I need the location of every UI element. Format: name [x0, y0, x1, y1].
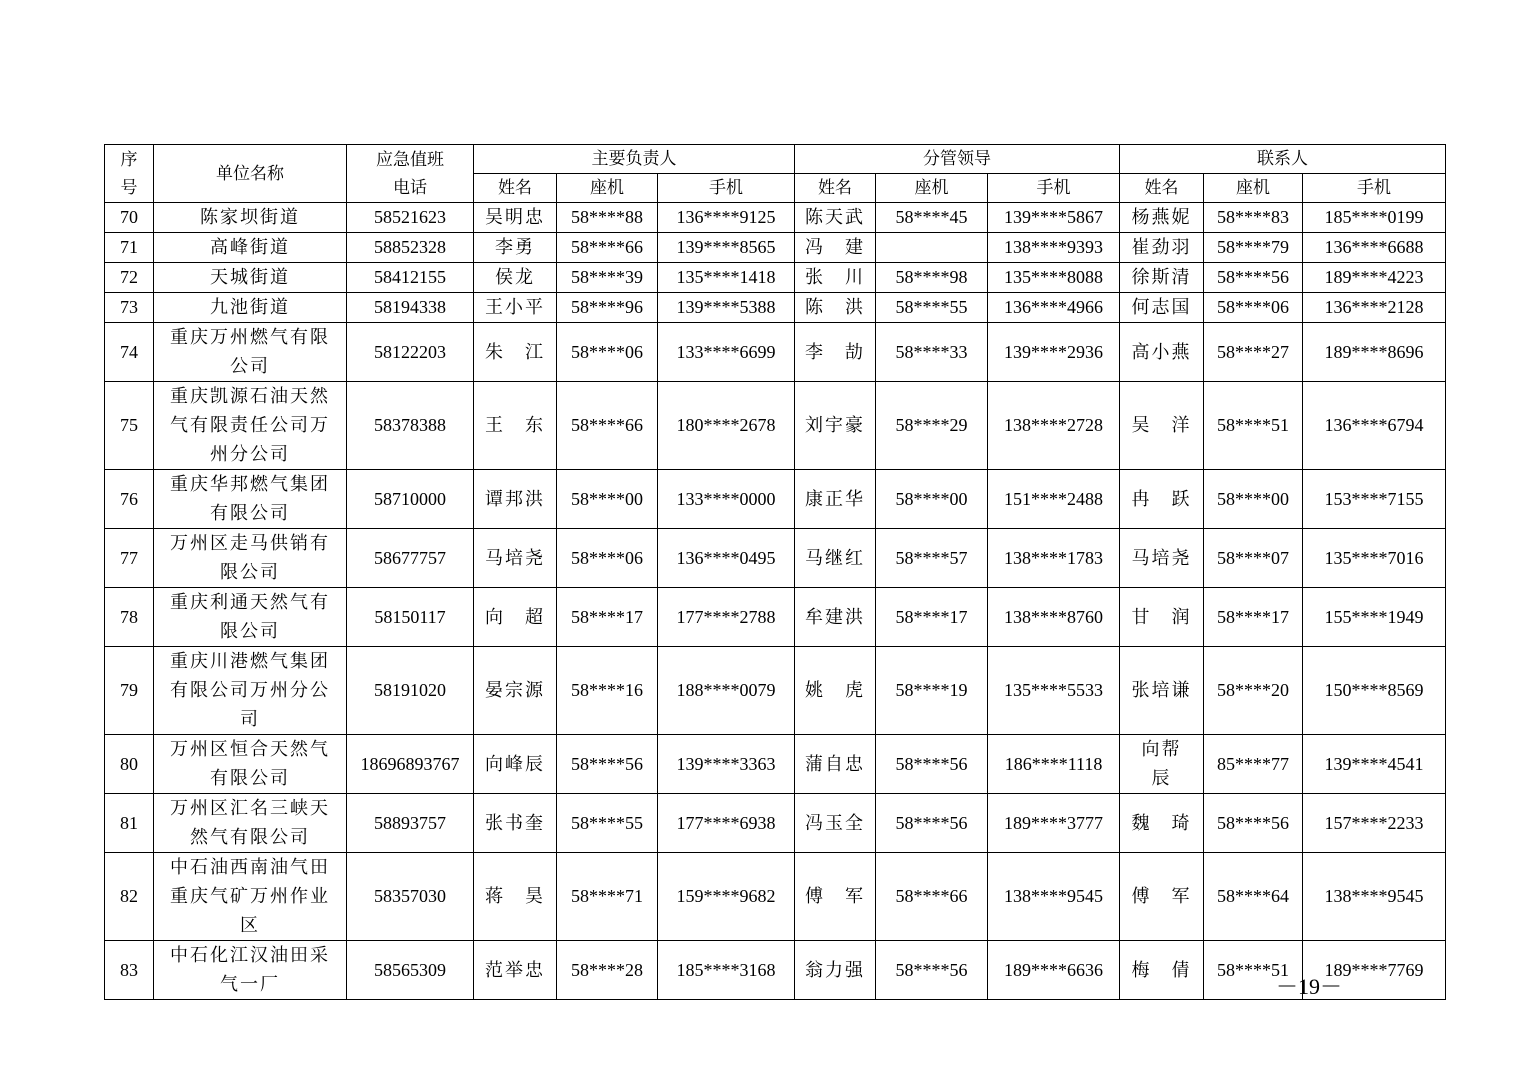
unit-cell: 万州区汇名三峡天然气有限公司 [154, 794, 347, 853]
contact-mobile-cell: 136****6688 [1303, 233, 1446, 263]
duty-phone-cell: 58893757 [347, 794, 474, 853]
contact-name-cell: 徐斯清 [1120, 263, 1204, 293]
seq-cell: 83 [105, 941, 154, 1000]
main-landline-cell: 58****55 [557, 794, 658, 853]
leader-mobile-header: 手机 [988, 174, 1120, 203]
contact-mobile-header: 手机 [1303, 174, 1446, 203]
contact-name-cell: 吴 洋 [1120, 382, 1204, 470]
seq-cell: 81 [105, 794, 154, 853]
seq-cell: 71 [105, 233, 154, 263]
contact-mobile-cell: 189****7769 [1303, 941, 1446, 1000]
main-landline-cell: 58****28 [557, 941, 658, 1000]
main-landline-cell: 58****56 [557, 735, 658, 794]
main-mobile-cell: 135****1418 [658, 263, 795, 293]
leader-landline-cell: 58****56 [876, 794, 988, 853]
table-row [105, 647, 1446, 735]
duty-phone-cell: 18696893767 [347, 735, 474, 794]
main-landline-cell: 58****06 [557, 323, 658, 382]
contact-name-cell: 张培谦 [1120, 647, 1204, 735]
main-name-cell: 蒋 昊 [474, 853, 557, 941]
contact-mobile-cell: 157****2233 [1303, 794, 1446, 853]
duty-phone-cell: 58412155 [347, 263, 474, 293]
contact-mobile-cell: 138****9545 [1303, 853, 1446, 941]
seq-cell: 77 [105, 529, 154, 588]
contact-name-cell: 梅 倩 [1120, 941, 1204, 1000]
main-name-cell: 范举忠 [474, 941, 557, 1000]
leader-name-cell: 陈 洪 [795, 293, 876, 323]
contact-mobile-cell: 155****1949 [1303, 588, 1446, 647]
contact-mobile-cell: 135****7016 [1303, 529, 1446, 588]
leader-mobile-cell: 135****8088 [988, 263, 1120, 293]
main-name-cell: 侯龙 [474, 263, 557, 293]
main-mobile-cell: 133****0000 [658, 470, 795, 529]
leader-name-cell: 冯玉全 [795, 794, 876, 853]
main-name-cell: 晏宗源 [474, 647, 557, 735]
duty-phone-cell: 58677757 [347, 529, 474, 588]
table-row [105, 853, 1446, 941]
seq-cell: 73 [105, 293, 154, 323]
contact-name-cell: 甘 润 [1120, 588, 1204, 647]
main-landline-cell: 58****39 [557, 263, 658, 293]
seq-cell: 70 [105, 203, 154, 233]
contact-name-cell: 崔劲羽 [1120, 233, 1204, 263]
contact-mobile-cell: 136****2128 [1303, 293, 1446, 323]
main-name-cell: 马培尧 [474, 529, 557, 588]
leader-landline-cell: 58****55 [876, 293, 988, 323]
contact-mobile-cell: 136****6794 [1303, 382, 1446, 470]
leader-name-cell: 翁力强 [795, 941, 876, 1000]
main-landline-header: 座机 [557, 174, 658, 203]
contact-mobile-cell: 189****4223 [1303, 263, 1446, 293]
seq-cell: 79 [105, 647, 154, 735]
table-body [105, 203, 1446, 1000]
main-mobile-cell: 177****2788 [658, 588, 795, 647]
unit-cell: 重庆凯源石油天然气有限责任公司万州分公司 [154, 382, 347, 470]
leader-landline-cell: 58****57 [876, 529, 988, 588]
leader-mobile-cell: 186****1118 [988, 735, 1120, 794]
contact-mobile-cell: 139****4541 [1303, 735, 1446, 794]
main-name-cell: 谭邦洪 [474, 470, 557, 529]
duty-phone-cell: 58521623 [347, 203, 474, 233]
unit-header: 单位名称 [154, 145, 347, 203]
main-mobile-cell: 139****8565 [658, 233, 795, 263]
duty-phone-cell: 58191020 [347, 647, 474, 735]
contact-landline-cell: 58****00 [1204, 470, 1303, 529]
contact-landline-cell: 58****27 [1204, 323, 1303, 382]
leader-landline-cell: 58****29 [876, 382, 988, 470]
main-landline-cell: 58****66 [557, 382, 658, 470]
contact-landline-header: 座机 [1204, 174, 1303, 203]
unit-cell: 陈家坝街道 [154, 203, 347, 233]
main-name-cell: 向 超 [474, 588, 557, 647]
duty-phone-cell: 58710000 [347, 470, 474, 529]
main-mobile-cell: 159****9682 [658, 853, 795, 941]
main-mobile-cell: 136****9125 [658, 203, 795, 233]
contact-landline-cell: 58****83 [1204, 203, 1303, 233]
table-row [105, 293, 1446, 323]
contact-landline-cell: 58****79 [1204, 233, 1303, 263]
unit-cell: 中石化江汉油田采气一厂 [154, 941, 347, 1000]
unit-cell: 重庆万州燃气有限公司 [154, 323, 347, 382]
leader-landline-cell: 58****17 [876, 588, 988, 647]
leader-name-cell: 蒲自忠 [795, 735, 876, 794]
seq-cell: 78 [105, 588, 154, 647]
contact-mobile-cell: 150****8569 [1303, 647, 1446, 735]
unit-cell: 天城街道 [154, 263, 347, 293]
main-mobile-cell: 139****5388 [658, 293, 795, 323]
main-landline-cell: 58****06 [557, 529, 658, 588]
seq-cell: 82 [105, 853, 154, 941]
main-name-cell: 王 东 [474, 382, 557, 470]
leader-name-cell: 姚 虎 [795, 647, 876, 735]
contact-name-cell: 向帮辰 [1120, 735, 1204, 794]
contact-landline-cell: 58****07 [1204, 529, 1303, 588]
contact-name-header: 姓名 [1120, 174, 1204, 203]
main-name-cell: 向峰辰 [474, 735, 557, 794]
duty-phone-cell: 58357030 [347, 853, 474, 941]
main-mobile-cell: 188****0079 [658, 647, 795, 735]
contact-mobile-cell: 185****0199 [1303, 203, 1446, 233]
seq-cell: 75 [105, 382, 154, 470]
table-header [105, 145, 1446, 203]
main-name-cell: 张书奎 [474, 794, 557, 853]
leader-name-cell: 牟建洪 [795, 588, 876, 647]
main-mobile-cell: 133****6699 [658, 323, 795, 382]
duty-phone-cell: 58122203 [347, 323, 474, 382]
leader-landline-cell: 58****98 [876, 263, 988, 293]
unit-cell: 重庆利通天然气有限公司 [154, 588, 347, 647]
main-landline-cell: 58****88 [557, 203, 658, 233]
unit-cell: 中石油西南油气田重庆气矿万州作业区 [154, 853, 347, 941]
leader-mobile-cell: 135****5533 [988, 647, 1120, 735]
contact-name-cell: 马培尧 [1120, 529, 1204, 588]
table-row [105, 735, 1446, 794]
unit-cell: 万州区走马供销有限公司 [154, 529, 347, 588]
leader-header: 分管领导 [795, 145, 1120, 174]
leader-landline-cell [876, 233, 988, 263]
leader-mobile-cell: 136****4966 [988, 293, 1120, 323]
table-row [105, 203, 1446, 233]
table-row [105, 529, 1446, 588]
contact-name-cell: 冉 跃 [1120, 470, 1204, 529]
leader-landline-cell: 58****33 [876, 323, 988, 382]
contact-landline-cell: 58****06 [1204, 293, 1303, 323]
main-mobile-cell: 180****2678 [658, 382, 795, 470]
leader-landline-header: 座机 [876, 174, 988, 203]
leader-name-cell: 陈天武 [795, 203, 876, 233]
duty-phone-cell: 58852328 [347, 233, 474, 263]
duty-phone-cell: 58378388 [347, 382, 474, 470]
contact-mobile-cell: 189****8696 [1303, 323, 1446, 382]
table-row [105, 470, 1446, 529]
leader-name-cell: 冯 建 [795, 233, 876, 263]
contact-name-cell: 高小燕 [1120, 323, 1204, 382]
leader-mobile-cell: 189****6636 [988, 941, 1120, 1000]
main-landline-cell: 58****17 [557, 588, 658, 647]
contact-landline-cell: 58****51 [1204, 941, 1303, 1000]
main-landline-cell: 58****16 [557, 647, 658, 735]
seq-header: 序 号 [105, 145, 154, 203]
page-number: －19－ [1276, 974, 1343, 999]
table-row [105, 382, 1446, 470]
contact-name-cell: 何志国 [1120, 293, 1204, 323]
leader-mobile-cell: 139****5867 [988, 203, 1120, 233]
main-mobile-cell: 139****3363 [658, 735, 795, 794]
contact-landline-cell: 85****77 [1204, 735, 1303, 794]
leader-landline-cell: 58****19 [876, 647, 988, 735]
main-name-cell: 李勇 [474, 233, 557, 263]
leader-name-cell: 马继红 [795, 529, 876, 588]
unit-cell: 九池街道 [154, 293, 347, 323]
seq-cell: 72 [105, 263, 154, 293]
unit-cell: 万州区恒合天然气有限公司 [154, 735, 347, 794]
contact-name-cell: 杨燕妮 [1120, 203, 1204, 233]
table-row [105, 588, 1446, 647]
leader-mobile-cell: 138****9545 [988, 853, 1120, 941]
contact-landline-cell: 58****20 [1204, 647, 1303, 735]
leader-mobile-cell: 138****8760 [988, 588, 1120, 647]
leader-mobile-cell: 151****2488 [988, 470, 1120, 529]
contact-name-cell: 傅 军 [1120, 853, 1204, 941]
unit-cell: 重庆川港燃气集团有限公司万州分公司 [154, 647, 347, 735]
table-row [105, 263, 1446, 293]
contact-header: 联系人 [1120, 145, 1446, 174]
table-row [105, 794, 1446, 853]
main-landline-cell: 58****66 [557, 233, 658, 263]
seq-cell: 74 [105, 323, 154, 382]
contact-landline-cell: 58****17 [1204, 588, 1303, 647]
unit-cell: 重庆华邦燃气集团有限公司 [154, 470, 347, 529]
leader-name-cell: 张 川 [795, 263, 876, 293]
main-name-cell: 朱 江 [474, 323, 557, 382]
leader-name-cell: 刘宇豪 [795, 382, 876, 470]
contact-table [104, 144, 1446, 1000]
main-mobile-header: 手机 [658, 174, 795, 203]
contact-name-cell: 魏 琦 [1120, 794, 1204, 853]
leader-name-cell: 李 劼 [795, 323, 876, 382]
main-landline-cell: 58****96 [557, 293, 658, 323]
main-mobile-cell: 136****0495 [658, 529, 795, 588]
contact-mobile-cell: 153****7155 [1303, 470, 1446, 529]
main-landline-cell: 58****00 [557, 470, 658, 529]
duty-phone-cell: 58194338 [347, 293, 474, 323]
unit-cell: 高峰街道 [154, 233, 347, 263]
leader-landline-cell: 58****56 [876, 735, 988, 794]
seq-cell: 80 [105, 735, 154, 794]
leader-landline-cell: 58****56 [876, 941, 988, 1000]
main-mobile-cell: 185****3168 [658, 941, 795, 1000]
contact-landline-cell: 58****56 [1204, 263, 1303, 293]
leader-mobile-cell: 189****3777 [988, 794, 1120, 853]
leader-name-cell: 康正华 [795, 470, 876, 529]
leader-mobile-cell: 138****2728 [988, 382, 1120, 470]
main-name-cell: 吴明忠 [474, 203, 557, 233]
leader-mobile-cell: 138****9393 [988, 233, 1120, 263]
contact-landline-cell: 58****51 [1204, 382, 1303, 470]
main-name-cell: 王小平 [474, 293, 557, 323]
table-row [105, 941, 1446, 1000]
leader-name-header: 姓名 [795, 174, 876, 203]
main-person-header: 主要负责人 [474, 145, 795, 174]
duty-phone-cell: 58565309 [347, 941, 474, 1000]
duty-phone-header: 应急值班 电话 [347, 145, 474, 203]
main-mobile-cell: 177****6938 [658, 794, 795, 853]
main-landline-cell: 58****71 [557, 853, 658, 941]
duty-phone-cell: 58150117 [347, 588, 474, 647]
leader-landline-cell: 58****45 [876, 203, 988, 233]
leader-mobile-cell: 139****2936 [988, 323, 1120, 382]
leader-name-cell: 傅 军 [795, 853, 876, 941]
leader-landline-cell: 58****00 [876, 470, 988, 529]
contact-landline-cell: 58****56 [1204, 794, 1303, 853]
contact-landline-cell: 58****64 [1204, 853, 1303, 941]
table-row [105, 233, 1446, 263]
leader-landline-cell: 58****66 [876, 853, 988, 941]
table-row [105, 323, 1446, 382]
seq-cell: 76 [105, 470, 154, 529]
main-name-header: 姓名 [474, 174, 557, 203]
leader-mobile-cell: 138****1783 [988, 529, 1120, 588]
